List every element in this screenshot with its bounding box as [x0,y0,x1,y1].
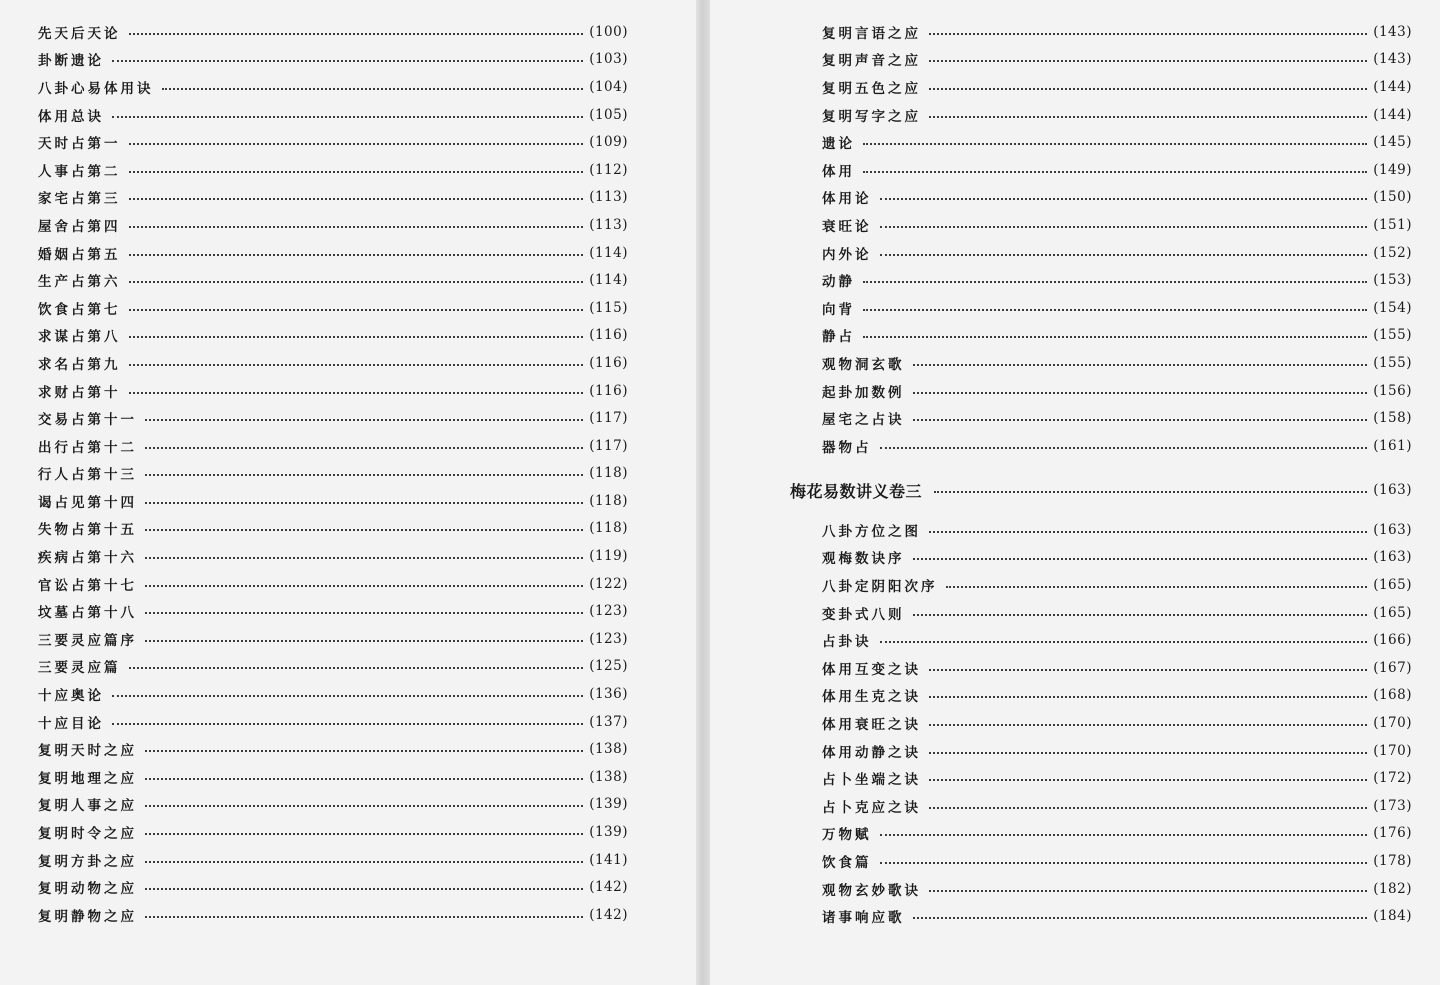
toc-entry[interactable] [38,460,628,488]
toc-entry[interactable] [38,708,628,736]
chapter-heading[interactable] [790,475,1412,505]
toc-entry-page-number: (112) [589,161,628,178]
dot-leader [929,531,1367,533]
toc-entry-title: 衰旺论 [822,218,872,235]
dot-leader [145,447,583,449]
toc-entry[interactable] [38,791,628,819]
dot-leader [929,116,1367,118]
toc-entry-title: 复明言语之应 [822,25,921,42]
dot-leader [145,750,583,752]
dot-leader [145,502,583,504]
toc-entry[interactable] [38,101,628,129]
toc-entry-page-number: (165) [1373,604,1412,621]
toc-entry-page-number: (152) [1373,244,1412,261]
toc-entry-title: 行人占第十三 [38,467,137,484]
toc-entry-title: 生产占第六 [38,274,121,291]
toc-entry-title: 复明时令之应 [38,826,137,843]
toc-entry[interactable] [822,571,1412,599]
toc-entry-page-number: (168) [1373,687,1412,704]
toc-entry[interactable] [822,46,1412,74]
toc-entry-page-number: (139) [589,824,628,841]
dot-leader [129,667,584,669]
toc-entry-title: 先天后天论 [38,25,121,42]
dot-leader [129,171,584,173]
dot-leader [880,198,1368,200]
toc-entry-page-number: (143) [1373,51,1412,68]
toc-entry-title: 体用论 [822,191,872,208]
toc-entry[interactable] [38,735,628,763]
toc-entry-page-number: (145) [1373,134,1412,151]
toc-entry-title: 婚姻占第五 [38,246,121,263]
toc-entry[interactable] [38,873,628,901]
toc-entry[interactable] [38,763,628,791]
dot-leader [145,778,583,780]
toc-entry-title: 三要灵应篇序 [38,632,137,649]
dot-leader [145,640,583,642]
toc-entry[interactable] [822,544,1412,572]
dot-leader [112,723,583,725]
toc-entry-page-number: (170) [1373,742,1412,759]
toc-entry-page-number: (118) [589,520,628,537]
toc-entry-page-number: (117) [589,437,628,454]
toc-entry-title: 十应目论 [38,715,104,732]
dot-leader [880,641,1368,643]
toc-entry-page-number: (163) [1373,549,1412,566]
dot-leader [129,33,584,35]
toc-entry[interactable] [38,294,628,322]
dot-leader [929,60,1367,62]
right-toc-list-bottom [822,516,1412,930]
toc-entry-title: 复明方卦之应 [38,853,137,870]
toc-entry-title: 诸事响应歌 [822,910,905,927]
toc-entry-page-number: (123) [589,603,628,620]
toc-entry-title: 求谋占第八 [38,329,121,346]
right-toc-list-top [822,18,1412,460]
toc-entry-title: 失物占第十五 [38,522,137,539]
toc-entry-page-number: (173) [1373,797,1412,814]
toc-entry-title: 占卦诀 [822,634,872,651]
toc-entry[interactable] [822,73,1412,101]
dot-leader [929,88,1367,90]
dot-leader [129,226,584,228]
toc-entry[interactable] [822,847,1412,875]
dot-leader [145,557,583,559]
toc-entry[interactable] [822,211,1412,239]
dot-leader [913,614,1368,616]
toc-entry[interactable] [38,818,628,846]
toc-entry-title: 十应奥论 [38,688,104,705]
toc-entry[interactable] [822,156,1412,184]
toc-entry-title: 观物洞玄歌 [822,356,905,373]
toc-entry-page-number: (156) [1373,382,1412,399]
toc-entry[interactable] [822,682,1412,710]
toc-entry-page-number: (117) [589,410,628,427]
dot-leader [162,88,584,90]
toc-entry-page-number: (182) [1373,880,1412,897]
toc-entry-page-number: (139) [589,796,628,813]
toc-entry-title: 占卜克应之诀 [822,799,921,816]
toc-entry-title: 器物占 [822,439,872,456]
toc-entry[interactable] [822,349,1412,377]
toc-entry-title: 饮食占第七 [38,301,121,318]
dot-leader [929,669,1367,671]
toc-entry[interactable] [822,764,1412,792]
dot-leader [145,612,583,614]
dot-leader [934,491,1367,493]
toc-entry[interactable] [38,653,628,681]
dot-leader [880,254,1368,256]
toc-entry-title: 复明写字之应 [822,108,921,125]
toc-entry[interactable] [822,599,1412,627]
toc-entry-page-number: (155) [1373,354,1412,371]
dot-leader [929,807,1367,809]
dot-leader [129,392,584,394]
toc-entry-title: 体用生克之诀 [822,689,921,706]
toc-entry[interactable] [38,487,628,515]
toc-entry-page-number: (141) [589,851,628,868]
toc-entry-page-number: (154) [1373,299,1412,316]
toc-entry-page-number: (138) [589,741,628,758]
toc-entry[interactable] [38,597,628,625]
toc-entry[interactable] [38,349,628,377]
toc-entry-title: 交易占第十一 [38,412,137,429]
dot-leader [129,364,584,366]
toc-entry-title: 变卦式八则 [822,606,905,623]
dot-leader [112,116,583,118]
toc-entry[interactable] [822,737,1412,765]
toc-entry[interactable] [822,184,1412,212]
dot-leader [913,392,1368,394]
toc-entry[interactable] [38,322,628,350]
toc-entry[interactable] [822,294,1412,322]
toc-entry-title: 八卦方位之图 [822,523,921,540]
toc-entry[interactable] [38,18,628,46]
toc-entry[interactable] [38,73,628,101]
toc-entry-title: 三要灵应篇 [38,660,121,677]
toc-entry[interactable] [38,680,628,708]
dot-leader [145,805,583,807]
toc-entry-page-number: (122) [589,575,628,592]
toc-entry-page-number: (114) [589,272,628,289]
toc-entry-title: 求财占第十 [38,384,121,401]
toc-entry-title: 体用 [822,163,855,180]
dot-leader [145,916,583,918]
toc-entry-page-number: (170) [1373,714,1412,731]
toc-entry-page-number: (184) [1373,908,1412,925]
book-gutter [696,0,710,985]
toc-entry-title: 天时占第一 [38,136,121,153]
dot-leader [112,60,583,62]
dot-leader [145,833,583,835]
toc-entry-page-number: (105) [589,106,628,123]
toc-entry[interactable] [38,128,628,156]
toc-entry-page-number: (176) [1373,825,1412,842]
toc-entry[interactable] [38,570,628,598]
dot-leader [880,862,1368,864]
toc-entry-page-number: (113) [589,216,628,233]
dot-leader [880,226,1368,228]
toc-entry[interactable] [38,46,628,74]
toc-entry-page-number: (118) [589,492,628,509]
dot-leader [946,586,1368,588]
toc-entry-page-number: (163) [1373,521,1412,538]
dot-leader [913,419,1368,421]
toc-entry-title: 观梅数诀序 [822,551,905,568]
toc-entry-title: 观物玄妙歌诀 [822,882,921,899]
toc-entry[interactable] [822,404,1412,432]
dot-leader [145,585,583,587]
toc-entry-page-number: (143) [1373,23,1412,40]
toc-entry[interactable] [822,875,1412,903]
chapter-page-number: (163) [1373,482,1412,498]
toc-entry-title: 复明地理之应 [38,770,137,787]
toc-entry[interactable] [822,128,1412,156]
toc-entry-title: 复明静物之应 [38,908,137,925]
toc-entry-title: 坟墓占第十八 [38,605,137,622]
toc-entry[interactable] [38,542,628,570]
dot-leader [112,695,583,697]
toc-entry[interactable] [822,101,1412,129]
toc-entry-page-number: (116) [589,382,628,399]
toc-entry-title: 复明天时之应 [38,743,137,760]
toc-entry-title: 向背 [822,301,855,318]
toc-entry[interactable] [822,322,1412,350]
toc-entry-page-number: (123) [589,630,628,647]
toc-entry-page-number: (150) [1373,189,1412,206]
toc-entry-page-number: (114) [589,244,628,261]
toc-entry[interactable] [822,18,1412,46]
toc-entry-page-number: (153) [1373,272,1412,289]
toc-entry-page-number: (113) [589,189,628,206]
toc-entry[interactable] [822,626,1412,654]
dot-leader [929,33,1367,35]
dot-leader [863,281,1367,283]
toc-entry-title: 屋舍占第四 [38,218,121,235]
toc-entry[interactable] [38,846,628,874]
toc-entry[interactable] [822,902,1412,930]
toc-entry-page-number: (138) [589,768,628,785]
toc-entry[interactable] [822,709,1412,737]
dot-leader [145,888,583,890]
toc-entry-title: 八卦心易体用诀 [38,80,154,97]
toc-entry-page-number: (144) [1373,106,1412,123]
toc-entry-title: 复明人事之应 [38,798,137,815]
toc-entry-page-number: (142) [589,906,628,923]
dot-leader [145,419,583,421]
toc-entry-page-number: (172) [1373,770,1412,787]
toc-entry-title: 静占 [822,329,855,346]
toc-entry[interactable] [822,792,1412,820]
dot-leader [913,917,1368,919]
toc-entry-title: 体用总诀 [38,108,104,125]
toc-entry-title: 复明五色之应 [822,80,921,97]
toc-entry-title: 求名占第九 [38,356,121,373]
toc-entry-title: 遗论 [822,136,855,153]
toc-entry-page-number: (104) [589,78,628,95]
dot-leader [145,529,583,531]
toc-entry[interactable] [822,266,1412,294]
toc-entry-title: 八卦定阴阳次序 [822,578,938,595]
toc-entry-page-number: (119) [589,548,628,565]
toc-entry-title: 疾病占第十六 [38,550,137,567]
toc-entry-title: 动静 [822,274,855,291]
toc-entry-title: 家宅占第三 [38,191,121,208]
toc-entry-page-number: (151) [1373,216,1412,233]
toc-entry[interactable] [38,377,628,405]
toc-entry[interactable] [38,432,628,460]
toc-entry-page-number: (155) [1373,327,1412,344]
toc-entry-title: 出行占第十二 [38,439,137,456]
toc-entry-page-number: (116) [589,354,628,371]
toc-entry-page-number: (178) [1373,852,1412,869]
toc-entry-title: 复明动物之应 [38,881,137,898]
toc-entry-page-number: (103) [589,51,628,68]
left-toc-list [38,18,628,929]
dot-leader [913,364,1368,366]
toc-entry-page-number: (161) [1373,437,1412,454]
toc-entry[interactable] [38,266,628,294]
toc-entry-page-number: (142) [589,879,628,896]
toc-entry-page-number: (149) [1373,161,1412,178]
dot-leader [145,474,583,476]
dot-leader [929,724,1367,726]
dot-leader [129,281,584,283]
toc-entry-title: 饮食篇 [822,854,872,871]
dot-leader [929,779,1367,781]
toc-entry-title: 内外论 [822,246,872,263]
toc-entry[interactable] [38,404,628,432]
toc-entry-title: 谒占见第十四 [38,494,137,511]
toc-entry[interactable] [822,654,1412,682]
toc-entry-title: 复明声音之应 [822,53,921,70]
toc-entry[interactable] [822,377,1412,405]
toc-entry[interactable] [38,515,628,543]
toc-entry-title: 起卦加数例 [822,384,905,401]
toc-entry-title: 屋宅之占诀 [822,412,905,429]
toc-entry-page-number: (115) [589,299,628,316]
dot-leader [129,143,584,145]
toc-entry-title: 体用动静之诀 [822,744,921,761]
dot-leader [929,890,1367,892]
toc-entry[interactable] [38,625,628,653]
toc-entry-page-number: (167) [1373,659,1412,676]
toc-entry[interactable] [38,901,628,929]
toc-entry[interactable] [38,239,628,267]
toc-entry-title: 占卜坐端之诀 [822,772,921,789]
toc-entry-title: 体用互变之诀 [822,661,921,678]
dot-leader [863,143,1367,145]
dot-leader [129,254,584,256]
toc-entry[interactable] [822,239,1412,267]
toc-entry-title: 卦断遗论 [38,53,104,70]
dot-leader [880,834,1368,836]
dot-leader [129,336,584,338]
toc-entry-title: 万物赋 [822,827,872,844]
chapter-title: 梅花易数讲义卷三 [790,481,923,501]
toc-entry-page-number: (165) [1373,576,1412,593]
toc-entry-title: 官讼占第十七 [38,577,137,594]
toc-entry-page-number: (100) [589,23,628,40]
toc-entry[interactable] [822,432,1412,460]
toc-entry-page-number: (136) [589,686,628,703]
dot-leader [929,752,1367,754]
dot-leader [929,696,1367,698]
dot-leader [129,198,584,200]
toc-entry-page-number: (144) [1373,78,1412,95]
toc-entry[interactable] [38,184,628,212]
dot-leader [863,171,1367,173]
dot-leader [880,447,1368,449]
toc-entry-title: 体用衰旺之诀 [822,716,921,733]
toc-entry[interactable] [822,820,1412,848]
dot-leader [913,558,1368,560]
dot-leader [863,336,1367,338]
toc-entry-page-number: (137) [589,713,628,730]
toc-entry-page-number: (158) [1373,410,1412,427]
toc-entry-page-number: (116) [589,327,628,344]
toc-entry[interactable] [38,156,628,184]
dot-leader [129,309,584,311]
toc-entry-page-number: (125) [589,658,628,675]
toc-entry-page-number: (166) [1373,632,1412,649]
toc-entry[interactable] [822,516,1412,544]
dot-leader [863,309,1367,311]
toc-entry-title: 人事占第二 [38,163,121,180]
toc-entry[interactable] [38,211,628,239]
toc-entry-page-number: (118) [589,465,628,482]
dot-leader [145,861,583,863]
toc-entry-page-number: (109) [589,134,628,151]
